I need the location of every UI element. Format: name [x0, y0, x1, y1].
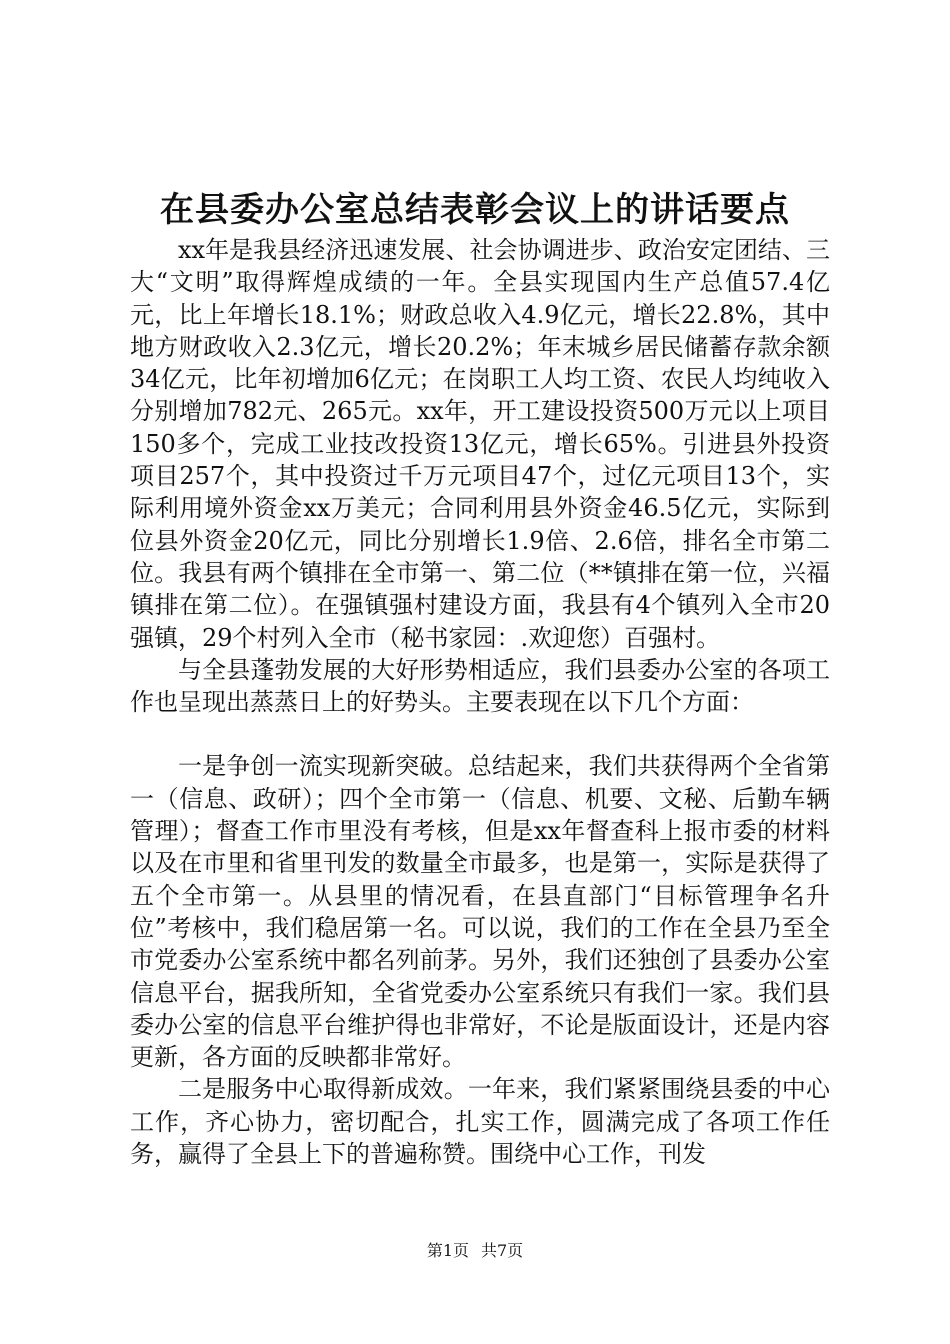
document-body: [130, 234, 830, 1170]
page-number: 第1页: [426, 1241, 469, 1260]
paragraph-spacer: [130, 718, 830, 750]
paragraph-second-point: 二是服务中心取得新成效。一年来，我们紧紧围绕县委的中心工作，齐心协力，密切配合，扎实工作，圆满完成了各项工作任务，赢得了全县上下的普遍称赞。围绕中心工作，刊发: [130, 1075, 830, 1169]
paragraph-first-point: 一是争创一流实现新突破。总结起来，我们共获得两个全省第一（信息、政研）；四个全市第一（信息、机要、文秘、后勤车辆管理）；督查工作市里没有考核，但是xx年督查科上报市委的材料以及在市里和省里刊发的数量全市最多，也是第一，实际是获得了五个全市第一。从县里的情况看，在县直部门“目标管理争名升位”考核中，我们稳居第一名。可以说，我们的工作在全县乃至全市党委办公室系统中都名列前茅。另外，我们还独创了县委办公室信息平台，据我所知，全省党委办公室系统只有我们一家。我们县委办公室的信息平台维护得也非常好，不论是版面设计，还是内容更新，各方面的反映都非常好。: [130, 752, 830, 1072]
page-total: 共7页: [481, 1241, 524, 1260]
paragraph-office-overview: 与全县蓬勃发展的大好形势相适应，我们县委办公室的各项工作也呈现出蒸蒸日上的好势头。主要表现在以下几个方面：: [130, 655, 830, 717]
paragraph-economy-summary: xx年是我县经济迅速发展、社会协调进步、政治安定团结、三大“文明”取得辉煌成绩的一年。全县实现国内生产总值57.4亿元，比上年增长18.1%；财政总收入4.9亿元，增长22.8%，其中地方财政收入2.3亿元，增长20.2%；年末城乡居民储蓄存款余额34亿元，比年初增加6亿元；在岗职工人均工资、农民人均纯收入分别增加782元、265元。xx年，开工建设投资500万元以上项目150多个，完成工业技改投资13亿元，增长65%。引进县外投资项目257个，其中投资过千万元项目47个，过亿元项目13个，实际利用境外资金xx万美元；合同利用县外资金46.5亿元，实际到位县外资金20亿元，同比分别增长1.9倍、2.6倍，排名全市第二位。我县有两个镇排在全市第一、第二位（**镇排在第一位，兴福镇排在第二位）。在强镇强村建设方面，我县有4个镇列入全市20强镇，29个村列入全市（秘书家园：.欢迎您）百强村。: [130, 236, 830, 652]
page-footer: [0, 1240, 950, 1262]
document-title: 在县委办公室总结表彰会议上的讲话要点: [160, 190, 790, 230]
